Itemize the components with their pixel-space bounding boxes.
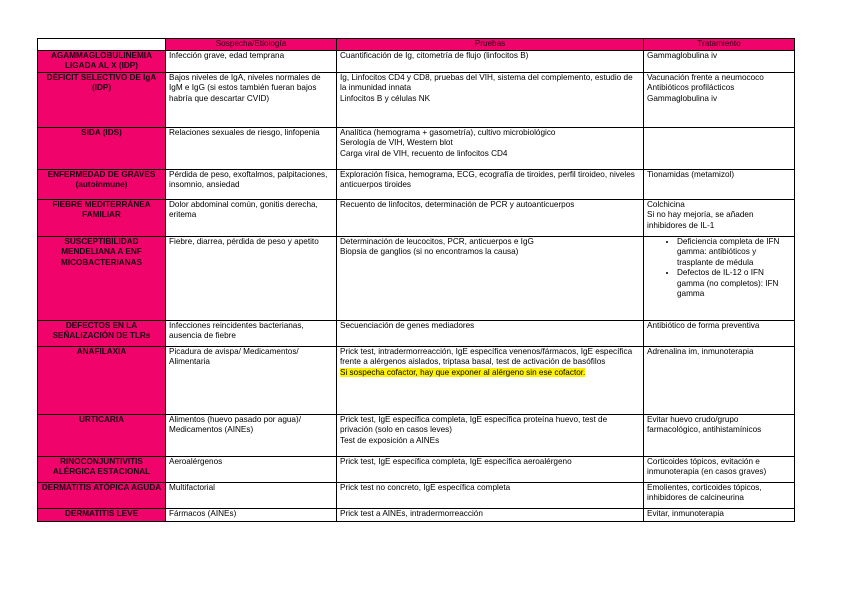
cell-tratamiento: Vacunación frente a neumococo Antibióticos profilácticos Gammaglobulina iv bbox=[644, 73, 795, 128]
table-row bbox=[38, 73, 795, 128]
table-row bbox=[38, 509, 795, 522]
row-header-disease: URTICARIA bbox=[38, 415, 166, 457]
cell-pruebas: Ig, Linfocitos CD4 y CD8, pruebas del VIH, sistema del complemento, estudio de la inmunidad innata Linfocitos B y células NK bbox=[337, 73, 644, 128]
cell-tratamiento: Adrenalina im, inmunoterapia bbox=[644, 347, 795, 415]
row-header-disease: DEFECTOS EN LA SEÑALIZACIÓN DE TLRs bbox=[38, 321, 166, 347]
clinical-table bbox=[37, 38, 795, 522]
cell-pruebas: Prick test, IgE específica completa, IgE específica aeroalérgeno bbox=[337, 457, 644, 483]
cell-pruebas: Prick test, IgE específica completa, IgE específica proteína huevo, test de privación (solo en casos leves) Test de exposición a AINEs bbox=[337, 415, 644, 457]
table-row bbox=[38, 321, 795, 347]
row-header-disease: SIDA (IDS) bbox=[38, 128, 166, 170]
row-header-disease: RINOCONJUNTIVITIS ALÉRGICA ESTACIONAL bbox=[38, 457, 166, 483]
table-row bbox=[38, 170, 795, 200]
cell-tratamiento: Corticoides tópicos, evitación e inmunoterapia (en casos graves) bbox=[644, 457, 795, 483]
cell-pruebas: Determinación de leucocitos, PCR, anticuerpos e IgG Biopsia de ganglios (si no encontramos la causa) bbox=[337, 237, 644, 321]
header-tratamiento: Tratamiento bbox=[644, 39, 795, 51]
header-blank bbox=[38, 39, 166, 51]
highlighted-note: Si sospecha cofactor, hay que exponer al alérgeno sin ese cofactor. bbox=[340, 367, 586, 377]
cell-tratamiento: Gammaglobulina iv bbox=[644, 51, 795, 73]
list-item: • Defectos de IL-12 o IFN gamma (no completos): IFN gamma bbox=[677, 268, 791, 299]
header-row bbox=[38, 39, 795, 51]
cell-sospecha: Picadura de avispa/ Medicamentos/ Alimentaria bbox=[166, 347, 337, 415]
cell-sospecha: Infecciones reincidentes bacterianas, ausencia de fiebre bbox=[166, 321, 337, 347]
cell-pruebas: Prick test a AINEs, intradermorreacción bbox=[337, 509, 644, 522]
list-item: • Deficiencia completa de IFN gamma: antibióticos y trasplante de médula bbox=[677, 237, 791, 268]
cell-pruebas: Recuento de linfocitos, determinación de PCR y autoanticuerpos bbox=[337, 200, 644, 237]
cell-sospecha: Multifactorial bbox=[166, 483, 337, 509]
cell-sospecha: Dolor abdominal común, gonitis derecha, eritema bbox=[166, 200, 337, 237]
cell-tratamiento bbox=[644, 237, 795, 321]
header-pruebas: Pruebas bbox=[337, 39, 644, 51]
row-header-disease: SUSCEPTIBILIDAD MENDELIANA A ENF MICOBACTERIANAS bbox=[38, 237, 166, 321]
cell-sospecha: Infección grave, edad temprana bbox=[166, 51, 337, 73]
table-row bbox=[38, 128, 795, 170]
header-sospecha: Sospecha/Etiología bbox=[166, 39, 337, 51]
cell-pruebas: Secuenciación de genes mediadores bbox=[337, 321, 644, 347]
cell-sospecha: Relaciones sexuales de riesgo, linfopenia bbox=[166, 128, 337, 170]
treatment-bullet-list bbox=[647, 237, 791, 299]
cell-tratamiento: Tionamidas (metamizol) bbox=[644, 170, 795, 200]
row-header-disease: ENFERMEDAD DE GRAVES (autoinmune) bbox=[38, 170, 166, 200]
row-header-disease: DERMATITIS LEVE bbox=[38, 509, 166, 522]
cell-tratamiento bbox=[644, 128, 795, 170]
table-row bbox=[38, 457, 795, 483]
cell-tratamiento: Colchicina Si no hay mejoría, se añaden inhibidores de IL-1 bbox=[644, 200, 795, 237]
row-header-disease: ANAFILAXIA bbox=[38, 347, 166, 415]
table-row bbox=[38, 51, 795, 73]
row-header-disease: DERMATITIS ATÓPICA AGUDA bbox=[38, 483, 166, 509]
cell-tratamiento: Evitar, inmunoterapia bbox=[644, 509, 795, 522]
cell-tratamiento: Evitar huevo crudo/grupo farmacológico, antihistamínicos bbox=[644, 415, 795, 457]
cell-pruebas: Prick test, intradermorreacción, IgE específica venenos/fármacos, IgE específica frente a alérgenos aislados, triptasa basal, test de activación de basófilos Si sospecha cofactor, hay que exponer al alérgeno sin ese cofactor. bbox=[337, 347, 644, 415]
cell-pruebas: Analítica (hemograma + gasometría), cultivo microbiológico Serología de VIH, Western blot Carga viral de VIH, recuento de linfocitos CD4 bbox=[337, 128, 644, 170]
cell-sospecha: Fiebre, diarrea, pérdida de peso y apetito bbox=[166, 237, 337, 321]
cell-tratamiento: Emolientes, corticoides tópicos, inhibidores de calcineurina bbox=[644, 483, 795, 509]
table-row bbox=[38, 237, 795, 321]
table-row bbox=[38, 200, 795, 237]
cell-sospecha: Aeroalérgenos bbox=[166, 457, 337, 483]
cell-sospecha: Bajos niveles de IgA, niveles normales de IgM e IgG (si estos también fueran bajos habría que descartar CVID) bbox=[166, 73, 337, 128]
cell-pruebas: Cuantificación de Ig, citometría de flujo (linfocitos B) bbox=[337, 51, 644, 73]
table-row bbox=[38, 347, 795, 415]
cell-sospecha: Alimentos (huevo pasado por agua)/ Medicamentos (AINEs) bbox=[166, 415, 337, 457]
cell-sospecha: Pérdida de peso, exoftalmos, palpitaciones, insomnio, ansiedad bbox=[166, 170, 337, 200]
cell-tratamiento: Antibiótico de forma preventiva bbox=[644, 321, 795, 347]
cell-pruebas: Exploración física, hemograma, ECG, ecografía de tiroides, perfil tiroideo, niveles anticuerpos tiroides bbox=[337, 170, 644, 200]
row-header-disease: FIEBRE MEDITERRÁNEA FAMILIAR bbox=[38, 200, 166, 237]
row-header-disease: DÉFICIT SELECTIVO DE IgA (IDP) bbox=[38, 73, 166, 128]
table-row bbox=[38, 483, 795, 509]
cell-pruebas: Prick test no concreto, IgE específica completa bbox=[337, 483, 644, 509]
table-row bbox=[38, 415, 795, 457]
cell-sospecha: Fármacos (AINEs) bbox=[166, 509, 337, 522]
row-header-disease: AGAMMAGLOBULINEMIA LIGADA AL X (IDP) bbox=[38, 51, 166, 73]
